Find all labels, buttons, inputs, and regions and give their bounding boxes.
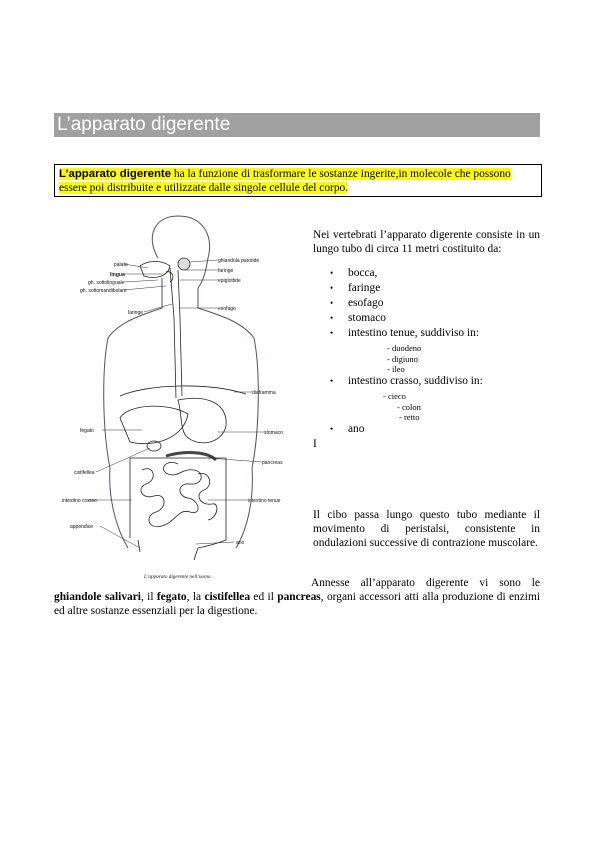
label-diaframma: diaframma [252, 390, 276, 396]
sublist-item-retto: - retto [399, 412, 420, 422]
label-ano: ano [236, 540, 245, 546]
left-torso-outline [104, 278, 162, 468]
left-arm-outline [110, 468, 128, 548]
sublist-item-duodeno: - duodeno [387, 343, 422, 353]
list-item-bocca: • bocca, [330, 267, 378, 279]
list-item-stomaco: • stomaco [330, 312, 386, 324]
label-pancreas: pancreas [262, 460, 283, 466]
small-intestine [141, 462, 201, 526]
parotid-gland [178, 258, 190, 270]
right-torso-outline [198, 288, 258, 468]
label-lingua: lingua [110, 272, 125, 278]
figure-caption: L’apparato digerente nell’uomo. [144, 574, 212, 580]
definition-term: L’apparato digerente [59, 168, 172, 180]
label-intestino-tenue: intestino tenue [248, 498, 281, 504]
label-appendice: appendice [70, 524, 94, 530]
label-faringe: faringe [218, 268, 234, 274]
right-arm-outline [236, 468, 252, 548]
liver [120, 406, 188, 444]
page-title: L’apparato digerente [54, 113, 540, 137]
stray-character: I [313, 438, 317, 450]
list-item-intestino-tenue: • intestino tenue, suddiviso in: [330, 327, 479, 339]
head-outline [152, 216, 209, 288]
sublist-item-digiuno: - digiuno [387, 353, 418, 364]
peristalsis-paragraph: Il cibo passa lungo questo tubo mediante il movimento di peristalsi, consistente in ondulazioni successive di contrazione muscolare. [313, 509, 540, 550]
digestive-system-figure [58, 208, 306, 588]
definition-text: ha la funzione di trasformare le sostanze ingerite,in molecole che possono essere poi distribuite e utilizzate dalle singole cellule del corpo. [59, 168, 511, 194]
stomach [178, 398, 226, 443]
label-epiglottide: epiglottide [218, 278, 241, 284]
label-cistifellea: cistifellea [74, 470, 95, 476]
label-esofago: esofago [218, 306, 236, 312]
label-parotide: ghiandola parotide [218, 258, 260, 264]
label-intestino-crasso: intestino crasso [62, 498, 97, 504]
list-item-ano: • ano [330, 423, 365, 435]
list-item-intestino-crasso: • intestino crasso, suddiviso in: [330, 375, 483, 387]
label-sottolinguale: gh. sottolinguale [88, 280, 125, 286]
diaphragm [120, 386, 246, 396]
gallbladder [147, 441, 161, 451]
intro-paragraph: Nei vertebrati l’apparato digerente consiste in un lungo tubo di circa 11 metri costituito da: [313, 229, 540, 256]
digestive-system-illustration [58, 208, 306, 588]
list-item-esofago: • esofago [330, 297, 384, 309]
small-intestine-right [198, 473, 217, 520]
esophagus-right [178, 270, 182, 396]
organ-list [313, 266, 540, 437]
list-item-faringe: • faringe [330, 282, 381, 294]
appendix [138, 540, 140, 552]
definition-box [54, 164, 542, 197]
tongue [166, 272, 173, 282]
rectum [194, 548, 198, 560]
sublist-item-cieco: - cieco [383, 391, 406, 401]
label-palato: palato [114, 262, 128, 268]
large-intestine [130, 458, 226, 548]
sublist-item-ileo: - ileo [387, 364, 405, 374]
label-sottomandibolare: gh. sottomandibolare [80, 288, 127, 294]
definition-highlight [59, 168, 511, 194]
label-stomaco: stomaco [264, 430, 283, 436]
mouth-cavity [140, 262, 170, 278]
label-laringe: laringe [128, 310, 144, 316]
sublist-item-colon: - colon [397, 401, 421, 412]
accessory-organs-paragraph: Annesse all’apparato digerente vi sono le ghiandole salivari, il fegato, la cistifellea ed il pancreas, organi accessori atti alla produzione di enzimi ed altre sostanze essenziali per la digestione. [54, 577, 541, 618]
esophagus-left [170, 268, 176, 398]
pancreas-shape [166, 453, 216, 460]
label-fegato: fegato [80, 428, 94, 434]
